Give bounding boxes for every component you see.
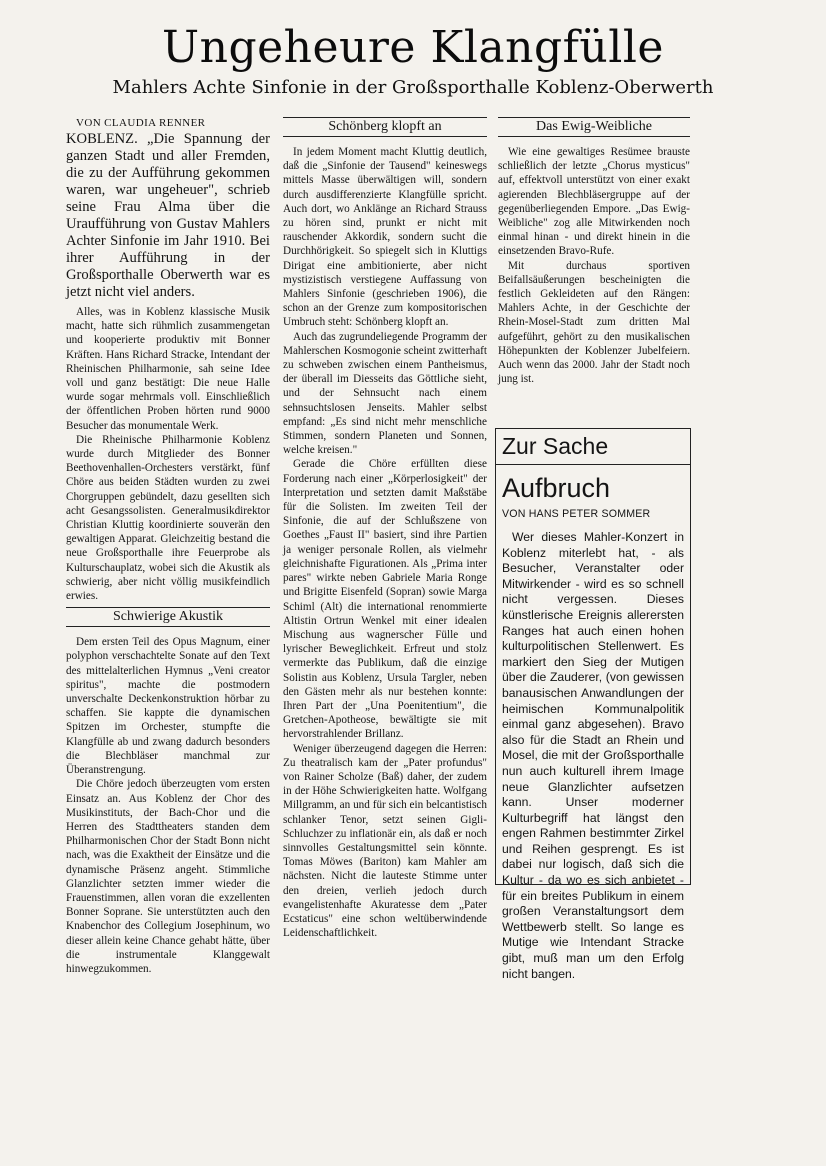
lead-paragraph: KOBLENZ. „Die Spannung der ganzen Stadt und aller Fremden, die zu der Aufführung gekommen waren, war ungeheuer", schrieb seine Frau Alma über die Uraufführung von Gustav Mahlers Achter Sinfonie im Jahr 1910. Bei ihrer Aufführung in der Großsporthalle Oberwerth war es jetzt nicht viel anders. [66,131,270,300]
body-paragraph: Die Chöre jedoch überzeugten vom ersten Einsatz an. Aus Koblenz der Chor des Musikinstituts, der Bach-Chor und die Herren des Stadttheaters standen dem Philharmonischen Chor der Stadt Bonn nicht nach, was die Exaktheit der Einsätze und die dynamische Präsenz angeht. Stimmliche Glanzlichter setzten immer wieder die Frauenstimmen, allen voran die exzellenten Bonner Soprane. Sie unterstützten auch den Knabenchor des Collegium Josephinum, wo dieser allein keine Chance gehabt hätte, über die instrumentale Klanggewalt hinwegzukommen. [66,778,270,975]
body-paragraph: Alles, was in Koblenz klassische Musik macht, hatte sich rühmlich zusammengetan und kooperierte produktiv mit Bonner Kräften. Hans Richard Stracke, Intendant der Rheinischen Philharmonie, sah seine Idee voll und ganz bestätigt: Die neue Halle wurde sogar mehrmals voll. Einschließlich der öffentlichen Proben hörten rund 9000 Besucher das monumentale Werk. [66,306,270,432]
section-heading-ewig-weibliche: Das Ewig-Weibliche [498,117,690,137]
article-column-1 [66,117,270,976]
body-paragraph: Dem ersten Teil des Opus Magnum, einer polyphon verschachtelte Sonate auf den Text des mittelalterlichen Hymnus „Veni creator spiritus", machte die postmodern unverschalte Deckenkonstruktion hörbar zu schaffen. Sie kappte die dynamischen Spitzen im Orchester, stumpfte die Klangfülle ab und zwang dadurch besonders die Blechbläser manchmal zur Überanstrengung. [66,636,270,777]
body-paragraph: Die Rheinische Philharmonie Koblenz wurde durch Mitglieder des Bonner Beethovenhallen-Orchesters verstärkt, fünf Chöre aus beiden Städten wurden zu zwei Chorgruppen gebündelt, dazu gesellten sich acht Gesangssolisten. Generalmusikdirektor Christian Kluttig koordinierte souverän den gewaltigen Apparat. Gleichzeitig bestand die neue Großsporthalle ihre Feuerprobe als Kulturschauplatz, wobei sich die Akustik als schwierig, aber nicht völlig musikfeindlich erwies. [66,433,270,603]
section-heading-schoenberg: Schönberg klopft an [283,117,487,137]
article-subheadline: Mahlers Achte Sinfonie in der Großsporthalle Koblenz-Oberwerth [112,77,714,98]
body-paragraph: In jedem Moment macht Kluttig deutlich, daß die „Sinfonie der Tausend" keineswegs mittels Masse überwältigen will, sondern durch ausdifferenzierte Klangfülle spricht. Auch dort, wo Anklänge an Richard Strauss zu hören sind, prunkt er nicht mit rauschender Akkordik, sondern sucht die Durchhörigkeit. So spiegelt sich in Kluttigs Dirigat eine ambitionierte, aber nicht mystizistisch verstiegene Auffassung von Mahlers Sinfonie (geschrieben 1906), die schon an der Grenze zum kompositorischen Umbruch steht: Schönberg klopft an. [283,146,487,329]
commentary-kicker-bar [496,429,690,465]
body-paragraph: Gerade die Chöre erfüllten diese Forderung nach einer „Körperlosigkeit" der Interpretation und setzten damit Maßstäbe für die Solisten. Im zweiten Teil der Sinfonie, die auf der Schlußszene von Goethes „Faust II" basiert, sind ihre Partien ja weniger personale Rollen, als vielmehr gleichnishafte Figurationen. Als „Prima inter pares" wirkte neben Gabriele Maria Ronge und Brigitte Eisenfeld (Sopran) sowie Marga Schiml (Alt) die international renommierte Altistin Ortrun Wenkel mit einer idealen Mischung aus wagnerscher Fülle und lyrischer Beweglichkeit. Erfreut und stolz vermerkte das Publikum, daß die einzige Solistin aus Koblenz, Ursula Targler, neben den Gästen mehr als nur bestehen konnte: Ihren Part der „Una Poenitentium", die Gretchen-Apotheose, bewältigte sie mit hervorstrahlender Brillanz. [283,458,487,741]
commentary-box [495,428,691,981]
article-column-3 [498,117,690,386]
body-paragraph: Weniger überzeugend dagegen die Herren: Zu theatralisch kam der „Pater profundus" von Rainer Scholze (Baß) daher, der zudem in der Höhe Schwierigkeiten hatte. Wolfgang Millgramm, an und für sich ein belcantistisch schlanker Tenor, setzt seinen Gigli-Schluchzer zu inflationär ein, als daß er noch sinnvolles Gestaltungsmittel sein könnte. Tomas Möwes (Bariton) kam Mahler am nächsten. Nicht die lauteste Stimme unter den dreien, verlieh jedoch durch evangelistenhafte Akuratesse dem „Pater Ecstaticus" eine schon weltüberwindende Leidenschaftlichkeit. [283,742,487,940]
body-paragraph: Auch das zugrundeliegende Programm der Mahlerschen Kosmogonie scheint zwitterhaft zu schweben zwischen einem Pantheismus, der überall im Diesseits das Göttliche sieht, und der Sehnsucht nach einem sehnsuchtslosen Jenseits. Mahler selbst empfand: „Es sind nicht mehr menschliche Stimmen, sondern Planeten und Sonnen, welche kreisen." [283,330,487,457]
article-column-2 [283,117,487,940]
commentary-author: VON HANS PETER SOMMER [502,508,651,520]
commentary-kicker: Zur Sache [502,433,609,459]
article-byline: VON CLAUDIA RENNER [76,117,206,129]
commentary-title: Aufbruch [502,473,611,503]
body-paragraph: Wie eine gewaltiges Resümee brauste schließlich der letzte „Chorus mysticus" auf, effektvoll unterstützt von einer exakt agierenden Blechbläsergruppe auf der gegenüberliegenden Empore. „Das Ewig-Weibliche" zog alle Mitwirkenden noch einmal hinan - und direkt hinein in die einsetzenden Bravo-Rufe. [498,146,690,258]
article-headline: Ungeheure Klangfülle [162,22,664,73]
section-heading-schwierige-akustik: Schwierige Akustik [66,607,270,627]
body-paragraph: Mit durchaus sportiven Beifallsäußerungen bescheinigten die festlich Gekleideten auf den Rängen: Mahlers Achte, in der Geschichte der Rhein-Mosel-Stadt zum dritten Mal aufgeführt, gehört zu den musikalischen Höhepunkten der Koblenzer Jubelfeiern. Auch wenn das 2000. Jahr der Stadt noch jung ist. [498,259,690,386]
commentary-body: Wer dieses Mahler-Konzert in Koblenz miterlebt hat, - als Besucher, Veranstalter oder Mitwirkender - wird es so schnell nicht vergessen. Dieses künstlerische Ereignis allerersten Ranges hat auch einen hohen kulturpolitischen Stellenwert. Es markiert den Sieg der Mutigen über die Zauderer, (von gewissen banausischen Anwandlungen der heimischen Kommunalpolitik einmal ganz abgesehen). Bravo also für die Stadt an Rhein und Mosel, die mit der Großsporthalle nun auch kulturell ihrem Image neue Glanzlichter aufsetzen kann. Unser moderner Kulturbegriff hat längst den engen Rahmen bestimmter Zirkel und Reihen gesprengt. Es ist dabei nur logisch, daß sich die Kultur - da wo es sich anbietet - für ein breites Publikum in einem großen Veranstaltungsort dem Wettbewerb stellt. So lange es Mutige wie Intendant Stracke gibt, muß man um den Erfolg nicht bangen. [502,530,684,981]
